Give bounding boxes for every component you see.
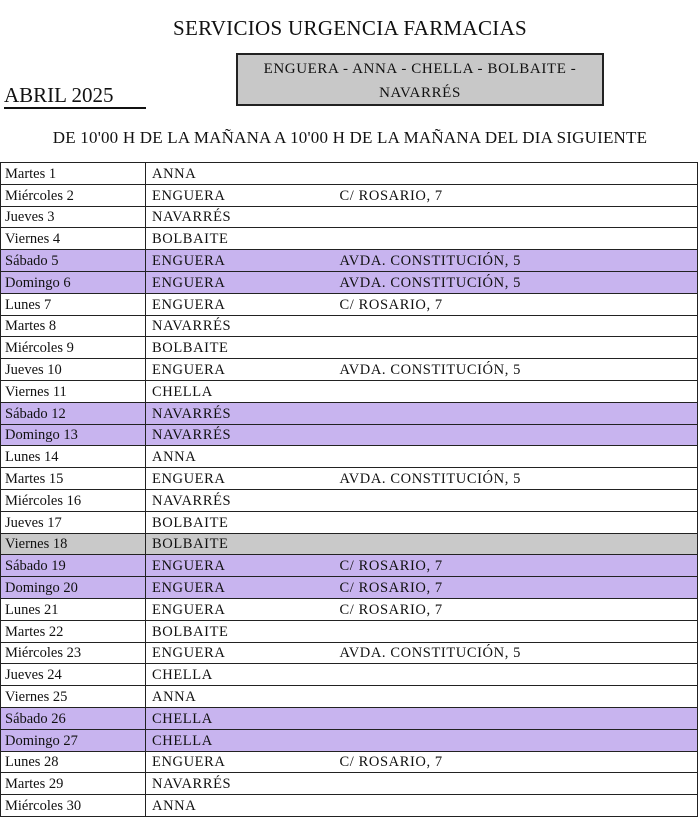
day-cell: Sábado 26 [1, 707, 146, 729]
month-label: ABRIL 2025 [4, 84, 146, 109]
table-row [1, 206, 698, 228]
day-cell: Domingo 6 [1, 271, 146, 293]
table-row [1, 184, 698, 206]
town-cell: ENGUERA [146, 293, 336, 315]
town-cell: NAVARRÉS [146, 773, 336, 795]
town-cell: CHELLA [146, 729, 336, 751]
address-cell [336, 446, 698, 468]
town-cell: ENGUERA [146, 271, 336, 293]
address-cell: C/ ROSARIO, 7 [336, 598, 698, 620]
address-cell [336, 533, 698, 555]
table-row [1, 489, 698, 511]
table-row [1, 337, 698, 359]
address-cell: AVDA. CONSTITUCIÓN, 5 [336, 359, 698, 381]
address-cell: AVDA. CONSTITUCIÓN, 5 [336, 271, 698, 293]
table-row [1, 533, 698, 555]
address-cell [336, 707, 698, 729]
town-cell: BOLBAITE [146, 511, 336, 533]
day-cell: Jueves 10 [1, 359, 146, 381]
address-cell: AVDA. CONSTITUCIÓN, 5 [336, 642, 698, 664]
town-cell: NAVARRÉS [146, 315, 336, 337]
town-cell: ENGUERA [146, 184, 336, 206]
towns-line-1: ENGUERA - ANNA - CHELLA - BOLBAITE - [263, 61, 577, 77]
town-cell: CHELLA [146, 380, 336, 402]
table-row [1, 228, 698, 250]
town-cell: BOLBAITE [146, 533, 336, 555]
day-cell: Martes 22 [1, 620, 146, 642]
town-cell: NAVARRÉS [146, 402, 336, 424]
town-cell: CHELLA [146, 664, 336, 686]
table-row [1, 271, 698, 293]
address-cell [336, 664, 698, 686]
day-cell: Martes 15 [1, 468, 146, 490]
table-row [1, 446, 698, 468]
day-cell: Viernes 25 [1, 686, 146, 708]
duty-table [0, 162, 698, 817]
day-cell: Sábado 5 [1, 250, 146, 272]
address-cell [336, 686, 698, 708]
day-cell: Viernes 4 [1, 228, 146, 250]
table-row [1, 315, 698, 337]
table-row [1, 402, 698, 424]
towns-line-2: NAVARRÉS [379, 85, 461, 101]
address-cell [336, 402, 698, 424]
table-row [1, 511, 698, 533]
address-cell: AVDA. CONSTITUCIÓN, 5 [336, 468, 698, 490]
table-row [1, 293, 698, 315]
address-cell [336, 424, 698, 446]
table-row [1, 751, 698, 773]
address-cell [336, 511, 698, 533]
table-row [1, 598, 698, 620]
table-row [1, 250, 698, 272]
table-row [1, 773, 698, 795]
town-cell: NAVARRÉS [146, 489, 336, 511]
address-cell [336, 795, 698, 817]
day-cell: Lunes 28 [1, 751, 146, 773]
address-cell: C/ ROSARIO, 7 [336, 293, 698, 315]
town-cell: NAVARRÉS [146, 424, 336, 446]
town-cell: ENGUERA [146, 577, 336, 599]
address-cell: AVDA. CONSTITUCIÓN, 5 [336, 250, 698, 272]
table-row [1, 664, 698, 686]
day-cell: Viernes 18 [1, 533, 146, 555]
table-row [1, 686, 698, 708]
town-cell: ANNA [146, 163, 336, 185]
address-cell [336, 489, 698, 511]
town-cell: ENGUERA [146, 642, 336, 664]
day-cell: Lunes 14 [1, 446, 146, 468]
address-cell [336, 620, 698, 642]
table-row [1, 424, 698, 446]
table-row [1, 795, 698, 817]
table-row [1, 468, 698, 490]
day-cell: Miércoles 16 [1, 489, 146, 511]
town-cell: ENGUERA [146, 555, 336, 577]
day-cell: Jueves 24 [1, 664, 146, 686]
day-cell: Miércoles 23 [1, 642, 146, 664]
town-cell: ENGUERA [146, 468, 336, 490]
town-cell: ENGUERA [146, 359, 336, 381]
table-row [1, 642, 698, 664]
day-cell: Martes 29 [1, 773, 146, 795]
town-cell: BOLBAITE [146, 228, 336, 250]
town-cell: ENGUERA [146, 751, 336, 773]
address-cell [336, 206, 698, 228]
day-cell: Domingo 20 [1, 577, 146, 599]
day-cell: Miércoles 2 [1, 184, 146, 206]
address-cell: C/ ROSARIO, 7 [336, 751, 698, 773]
day-cell: Jueves 17 [1, 511, 146, 533]
day-cell: Lunes 7 [1, 293, 146, 315]
table-row [1, 380, 698, 402]
table-row [1, 620, 698, 642]
table-row [1, 555, 698, 577]
town-cell: ENGUERA [146, 598, 336, 620]
day-cell: Martes 8 [1, 315, 146, 337]
address-cell: C/ ROSARIO, 7 [336, 555, 698, 577]
town-cell: BOLBAITE [146, 620, 336, 642]
table-row [1, 707, 698, 729]
town-cell: CHELLA [146, 707, 336, 729]
day-cell: Lunes 21 [1, 598, 146, 620]
schedule-note: DE 10'00 H DE LA MAÑANA A 10'00 H DE LA MAÑANA DEL DIA SIGUIENTE [52, 128, 648, 147]
table-row [1, 577, 698, 599]
table-row [1, 163, 698, 185]
duty-table-body [1, 163, 698, 817]
table-row [1, 729, 698, 751]
town-cell: ANNA [146, 446, 336, 468]
table-row [1, 359, 698, 381]
address-cell [336, 773, 698, 795]
town-cell: ANNA [146, 686, 336, 708]
address-cell [336, 163, 698, 185]
day-cell: Domingo 27 [1, 729, 146, 751]
day-cell: Sábado 19 [1, 555, 146, 577]
day-cell: Jueves 3 [1, 206, 146, 228]
address-cell: C/ ROSARIO, 7 [336, 184, 698, 206]
day-cell: Viernes 11 [1, 380, 146, 402]
day-cell: Sábado 12 [1, 402, 146, 424]
towns-box [236, 53, 604, 106]
address-cell [336, 228, 698, 250]
day-cell: Miércoles 30 [1, 795, 146, 817]
day-cell: Miércoles 9 [1, 337, 146, 359]
address-cell [336, 337, 698, 359]
town-cell: ANNA [146, 795, 336, 817]
town-cell: ENGUERA [146, 250, 336, 272]
day-cell: Martes 1 [1, 163, 146, 185]
address-cell [336, 380, 698, 402]
document-title: SERVICIOS URGENCIA FARMACIAS [172, 16, 528, 40]
town-cell: BOLBAITE [146, 337, 336, 359]
day-cell: Domingo 13 [1, 424, 146, 446]
town-cell: NAVARRÉS [146, 206, 336, 228]
address-cell: C/ ROSARIO, 7 [336, 577, 698, 599]
address-cell [336, 729, 698, 751]
address-cell [336, 315, 698, 337]
